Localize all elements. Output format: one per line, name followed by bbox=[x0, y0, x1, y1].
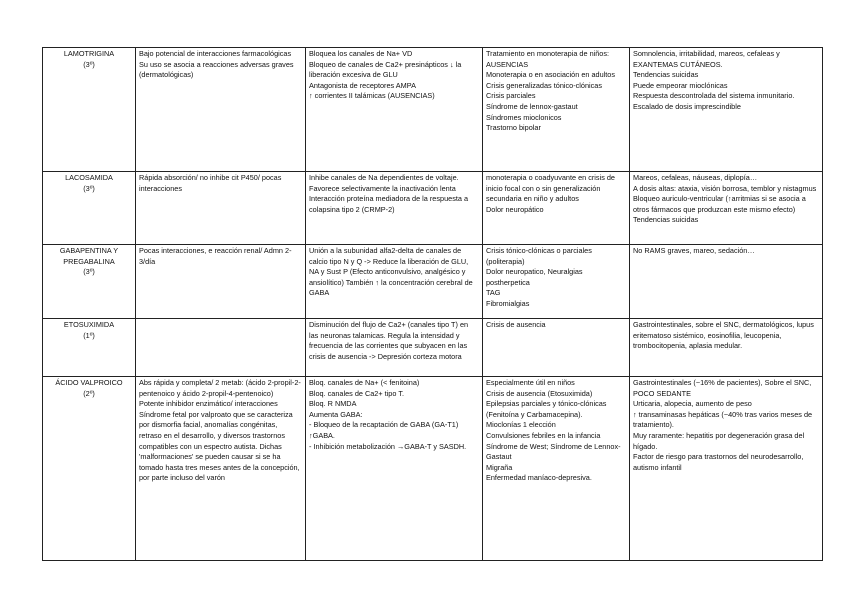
treatment-line: (1º) bbox=[83, 330, 95, 340]
cell-text-line: Fibromialgias bbox=[486, 298, 530, 308]
cell-text-line: Síndrome de West; Síndrome de Lennox-Gastaut bbox=[486, 441, 621, 462]
cell-text-line: Enfermedad maníaco-depresiva. bbox=[486, 473, 592, 483]
cell-text-line: Epilepsias parciales y tónico-clónicas (Fenitoína y Carbamacepina). bbox=[486, 399, 607, 419]
drug-name: GABAPENTINA Y PREGABALINA bbox=[59, 246, 119, 266]
indications-cell bbox=[483, 172, 630, 245]
cell-text-line: Tendencias suicidas bbox=[633, 70, 699, 80]
cell-text-line: Convulsiones febriles en la infancia bbox=[486, 430, 601, 440]
cell-text-line: No RAMS graves, mareo, sedación… bbox=[633, 246, 755, 255]
adverse-effects-cell bbox=[630, 319, 823, 377]
cell-text-line: Bloq. R NMDA bbox=[309, 399, 357, 409]
pharmacokinetics-cell bbox=[136, 48, 306, 172]
cell-text-line: Abs rápida y completa/ 2 metab: (ácido 2-propil-2-pentenoico y ácido 2-propil-4-pentenoico) bbox=[139, 378, 301, 398]
adverse-effects-cell bbox=[630, 172, 823, 245]
table-row bbox=[43, 245, 823, 319]
cell-text-line: Dolor neuropatico, Neuralgias postherpetica bbox=[486, 267, 583, 287]
cell-text-line: Bloq. canales de Ca2+ tipo T. bbox=[309, 388, 404, 398]
mechanism-cell bbox=[306, 377, 483, 561]
cell-text-line: Bloquea los canales de Na+ VD bbox=[309, 49, 413, 58]
cell-text-line: Factor de riesgo para trastornos del neurodesarrollo, autismo infantil bbox=[633, 452, 804, 472]
indications-cell bbox=[483, 48, 630, 172]
cell-text-line: - Bloqueo de la recaptación de GABA (GA-T1) ↑GABA. bbox=[309, 420, 459, 440]
drug-name: ETOSUXIMIDA bbox=[63, 320, 115, 329]
treatment-line: (3º) bbox=[83, 59, 95, 69]
cell-text-line: Bajo potencial de interacciones farmacológicas bbox=[139, 49, 292, 58]
cell-text-line: Trastorno bipolar bbox=[486, 123, 541, 133]
mechanism-cell bbox=[306, 245, 483, 319]
cell-text-line: Puede empeorar mioclónicas bbox=[633, 80, 728, 90]
cell-text-line: Crisis de ausencia (Etosuximida) bbox=[486, 388, 593, 398]
drug-name-cell bbox=[43, 172, 136, 245]
adverse-effects-cell bbox=[630, 245, 823, 319]
cell-text-line: Pocas interacciones, e reacción renal/ Admn 2-3/día bbox=[139, 246, 292, 266]
pharmacokinetics-cell bbox=[136, 245, 306, 319]
cell-text-line: Mioclonías 1 elección bbox=[486, 420, 556, 430]
cell-text-line: Aumenta GABA: bbox=[309, 409, 363, 419]
cell-text-line: Muy raramente: hepatitis por degeneración grasa del hígado. bbox=[633, 430, 805, 451]
cell-text-line: Inhibe canales de Na dependientes de voltaje. Favorece selectivamente la inactivación lenta bbox=[309, 173, 459, 193]
treatment-line: (3º) bbox=[83, 183, 95, 193]
mechanism-cell bbox=[306, 48, 483, 172]
drug-name: LAMOTRIGINA bbox=[63, 49, 115, 58]
table-row bbox=[43, 319, 823, 377]
pharmacokinetics-cell bbox=[136, 319, 306, 377]
cell-text-line: Tendencias suicidas bbox=[633, 215, 699, 225]
indications-cell bbox=[483, 377, 630, 561]
cell-text-line: Migraña bbox=[486, 462, 513, 472]
table-row bbox=[43, 48, 823, 172]
cell-text-line: Somnolencia, irritabilidad, mareos, cefaleas y EXANTEMAS CUTÁNEOS. bbox=[633, 49, 780, 69]
treatment-line: (3º) bbox=[83, 267, 95, 277]
drug-table bbox=[42, 47, 823, 561]
cell-text-line: Síndrome de lennox-gastaut bbox=[486, 101, 578, 111]
cell-text-line: Síndrome fetal por valproato que se caracteriza por dismorfia facial, anomalías congénitas, retraso en el desarrollo, y diversos trastornos compatibles con un espectro autista. Dichas 'malformaciones' se pueden causar si se ha tomado hasta tres meses antes de la concepción, por parte incluso del varón bbox=[139, 409, 300, 483]
cell-text-line: Urticaria, alopecia, aumento de peso bbox=[633, 399, 752, 409]
cell-text-line: Bloq. canales de Na+ (< fenitoina) bbox=[309, 378, 420, 387]
cell-text-line: ↑ corrientes II talámicas (AUSENCIAS) bbox=[309, 91, 435, 101]
cell-text-line: - Inhibición metabolización →GABA-T y SASDH. bbox=[309, 441, 467, 451]
indications-cell bbox=[483, 319, 630, 377]
table-row bbox=[43, 172, 823, 245]
cell-text-line: Crisis parciales bbox=[486, 91, 536, 101]
cell-text-line: Bloqueo de canales de Ca2+ presinápticos ↓ la liberación excesiva de GLU bbox=[309, 59, 462, 80]
cell-text-line: Mareos, cefaleas, náuseas, diplopía… bbox=[633, 173, 758, 182]
cell-text-line: Tratamiento en monoterapia de niños: AUSENCIAS bbox=[486, 49, 610, 69]
cell-text-line: Disminución del flujo de Ca2+ (canales tipo T) en las neuronas talamicas. Regula la intensidad y frecuencia de las corrientes que subyacen en las crisis de ausencia -> Depresión corteza motora bbox=[309, 320, 469, 361]
mechanism-cell bbox=[306, 319, 483, 377]
cell-text-line: Gastrointestinales, sobre el SNC, dermatológicos, lupus eritematoso sistémico, eosinofilia, leucopenia, trombocitopenia, aplasia medular. bbox=[633, 320, 814, 351]
cell-text-line: Especialmente útil en niños bbox=[486, 378, 575, 387]
cell-text-line: A dosis altas: ataxia, visión borrosa, temblor y nistagmus Bloqueo auriculo-ventricular (↑arritmias si se asocia a otros fármacos que produzcan este mismo efecto) bbox=[633, 183, 817, 214]
cell-text-line: Antagonista de receptores AMPA bbox=[309, 80, 416, 90]
indications-cell bbox=[483, 245, 630, 319]
drug-name-cell bbox=[43, 48, 136, 172]
mechanism-cell bbox=[306, 172, 483, 245]
cell-text-line: ↑ transaminasas hepáticas (~40% tras varios meses de tratamiento). bbox=[633, 409, 813, 430]
cell-text-line: TAG bbox=[486, 288, 501, 298]
drug-table-body bbox=[43, 48, 823, 561]
adverse-effects-cell bbox=[630, 48, 823, 172]
pharmacokinetics-cell bbox=[136, 172, 306, 245]
cell-text-line: Rápida absorción/ no inhibe cit P450/ pocas interacciones bbox=[139, 173, 282, 193]
drug-name-cell bbox=[43, 245, 136, 319]
treatment-line: (2º) bbox=[83, 388, 95, 398]
cell-text-line: Potente inhibidor enzimático/ interacciones bbox=[139, 399, 278, 409]
cell-text-line: Monoterapia o en asociación en adultos bbox=[486, 70, 615, 80]
drug-name-cell bbox=[43, 377, 136, 561]
cell-text-line: Su uso se asocia a reacciones adversas graves (dermatológicas) bbox=[139, 59, 294, 80]
drug-name: ÁCIDO VALPROICO bbox=[55, 378, 123, 387]
cell-text-line: Interacción proteína mediadora de la respuesta a colapsina tipo 2 (CRMP-2) bbox=[309, 194, 469, 214]
drug-name: LACOSAMIDA bbox=[65, 173, 113, 182]
cell-text-line: Crisis de ausencia bbox=[486, 320, 546, 329]
cell-text-line: Síndromes mioclonicos bbox=[486, 112, 562, 122]
table-row bbox=[43, 377, 823, 561]
adverse-effects-cell bbox=[630, 377, 823, 561]
cell-text-line: Unión a la subunidad alfa2-delta de canales de calcio tipo N y Q -> Reduce la liberación de GLU, NA y Sust P (Efecto anticonvulsivo, analgésico y ansiolítico) También ↑ la concentración cerebral de GABA bbox=[309, 246, 473, 298]
cell-text-line: Crisis tónico-clónicas o parciales (politerapia) bbox=[486, 246, 592, 266]
pharmacokinetics-cell bbox=[136, 377, 306, 561]
cell-text-line: Crisis generalizadas tónico-clónicas bbox=[486, 80, 602, 90]
cell-text-line: Gastrointestinales (~16% de pacientes), Sobre el SNC, POCO SEDANTE bbox=[633, 378, 812, 398]
cell-text-line: Dolor neuropático bbox=[486, 204, 544, 214]
cell-text-line: monoterapia o coadyuvante en crisis de inicio focal con o sin generalización secundaria en niño y adultos bbox=[486, 173, 615, 204]
drug-name-cell bbox=[43, 319, 136, 377]
cell-text-line: Respuesta descontrolada del sistema inmunitario. Escalado de dosis imprescindible bbox=[633, 91, 795, 111]
